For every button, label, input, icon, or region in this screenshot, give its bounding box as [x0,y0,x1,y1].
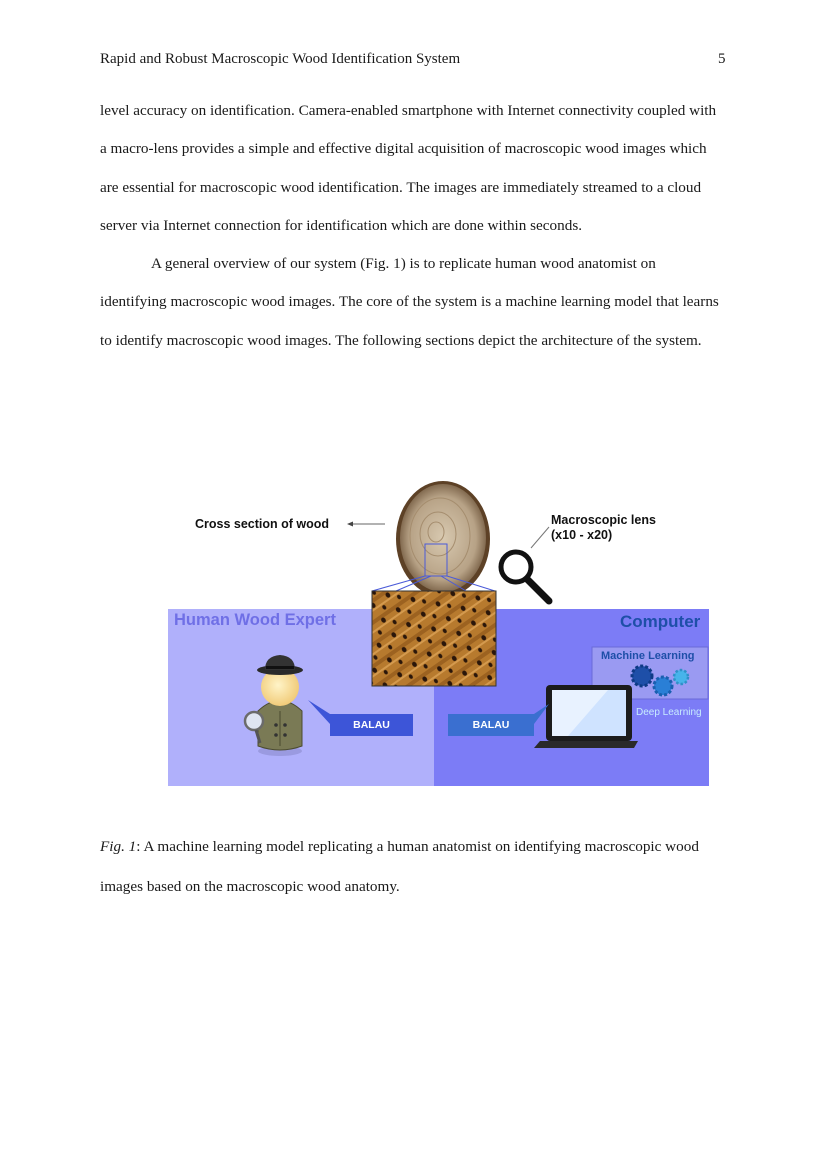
human-panel-title: Human Wood Expert [174,611,336,629]
figure-caption [100,827,726,906]
computer-output-label: BALAU [448,714,534,736]
caption-text: : A machine learning model replicating a human anatomist on identifying macroscopic wood images based on the macroscopic wood anatomy. [100,838,699,895]
magnifying-glass-icon [501,552,549,601]
machine-learning-label: Machine Learning [601,650,695,662]
figure-reference: Fig. 1 [100,838,137,855]
wood-texture-image [372,591,496,686]
laptop-icon [534,685,638,748]
macroscopic-lens-label [551,513,656,543]
paragraph: level accuracy on identification. Camera-enabled smartphone with Internet connectivity coupled with a macro-lens provides a simple and effective digital acquisition of macroscopic wood images which are essential for macroscopic wood identification. The images are immediately streamed to a cloud server via Internet connection for identification which are done within seconds. [100,102,717,234]
human-output-label: BALAU [330,714,413,736]
cross-section-label: Cross section of wood [195,517,330,531]
running-header: Rapid and Robust Macroscopic Wood Identification System [100,51,461,67]
lens-magnification-label: (x10 - x20) [551,528,613,542]
body-text [100,92,726,360]
wood-log-icon [396,481,490,597]
figure [168,478,709,786]
deep-learning-label: Deep Learning [636,707,702,718]
page-number: 5 [718,51,726,67]
paragraph: A general overview of our system (Fig. 1) is to replicate human wood anatomist on identifying macroscopic wood images. The core of the system is a machine learning model that learns to identify macroscopic wood images. The following sections depict the architecture of the system. [100,255,719,349]
lens-label-line: Macroscopic lens [551,513,656,527]
computer-panel-title: Computer [620,612,701,631]
